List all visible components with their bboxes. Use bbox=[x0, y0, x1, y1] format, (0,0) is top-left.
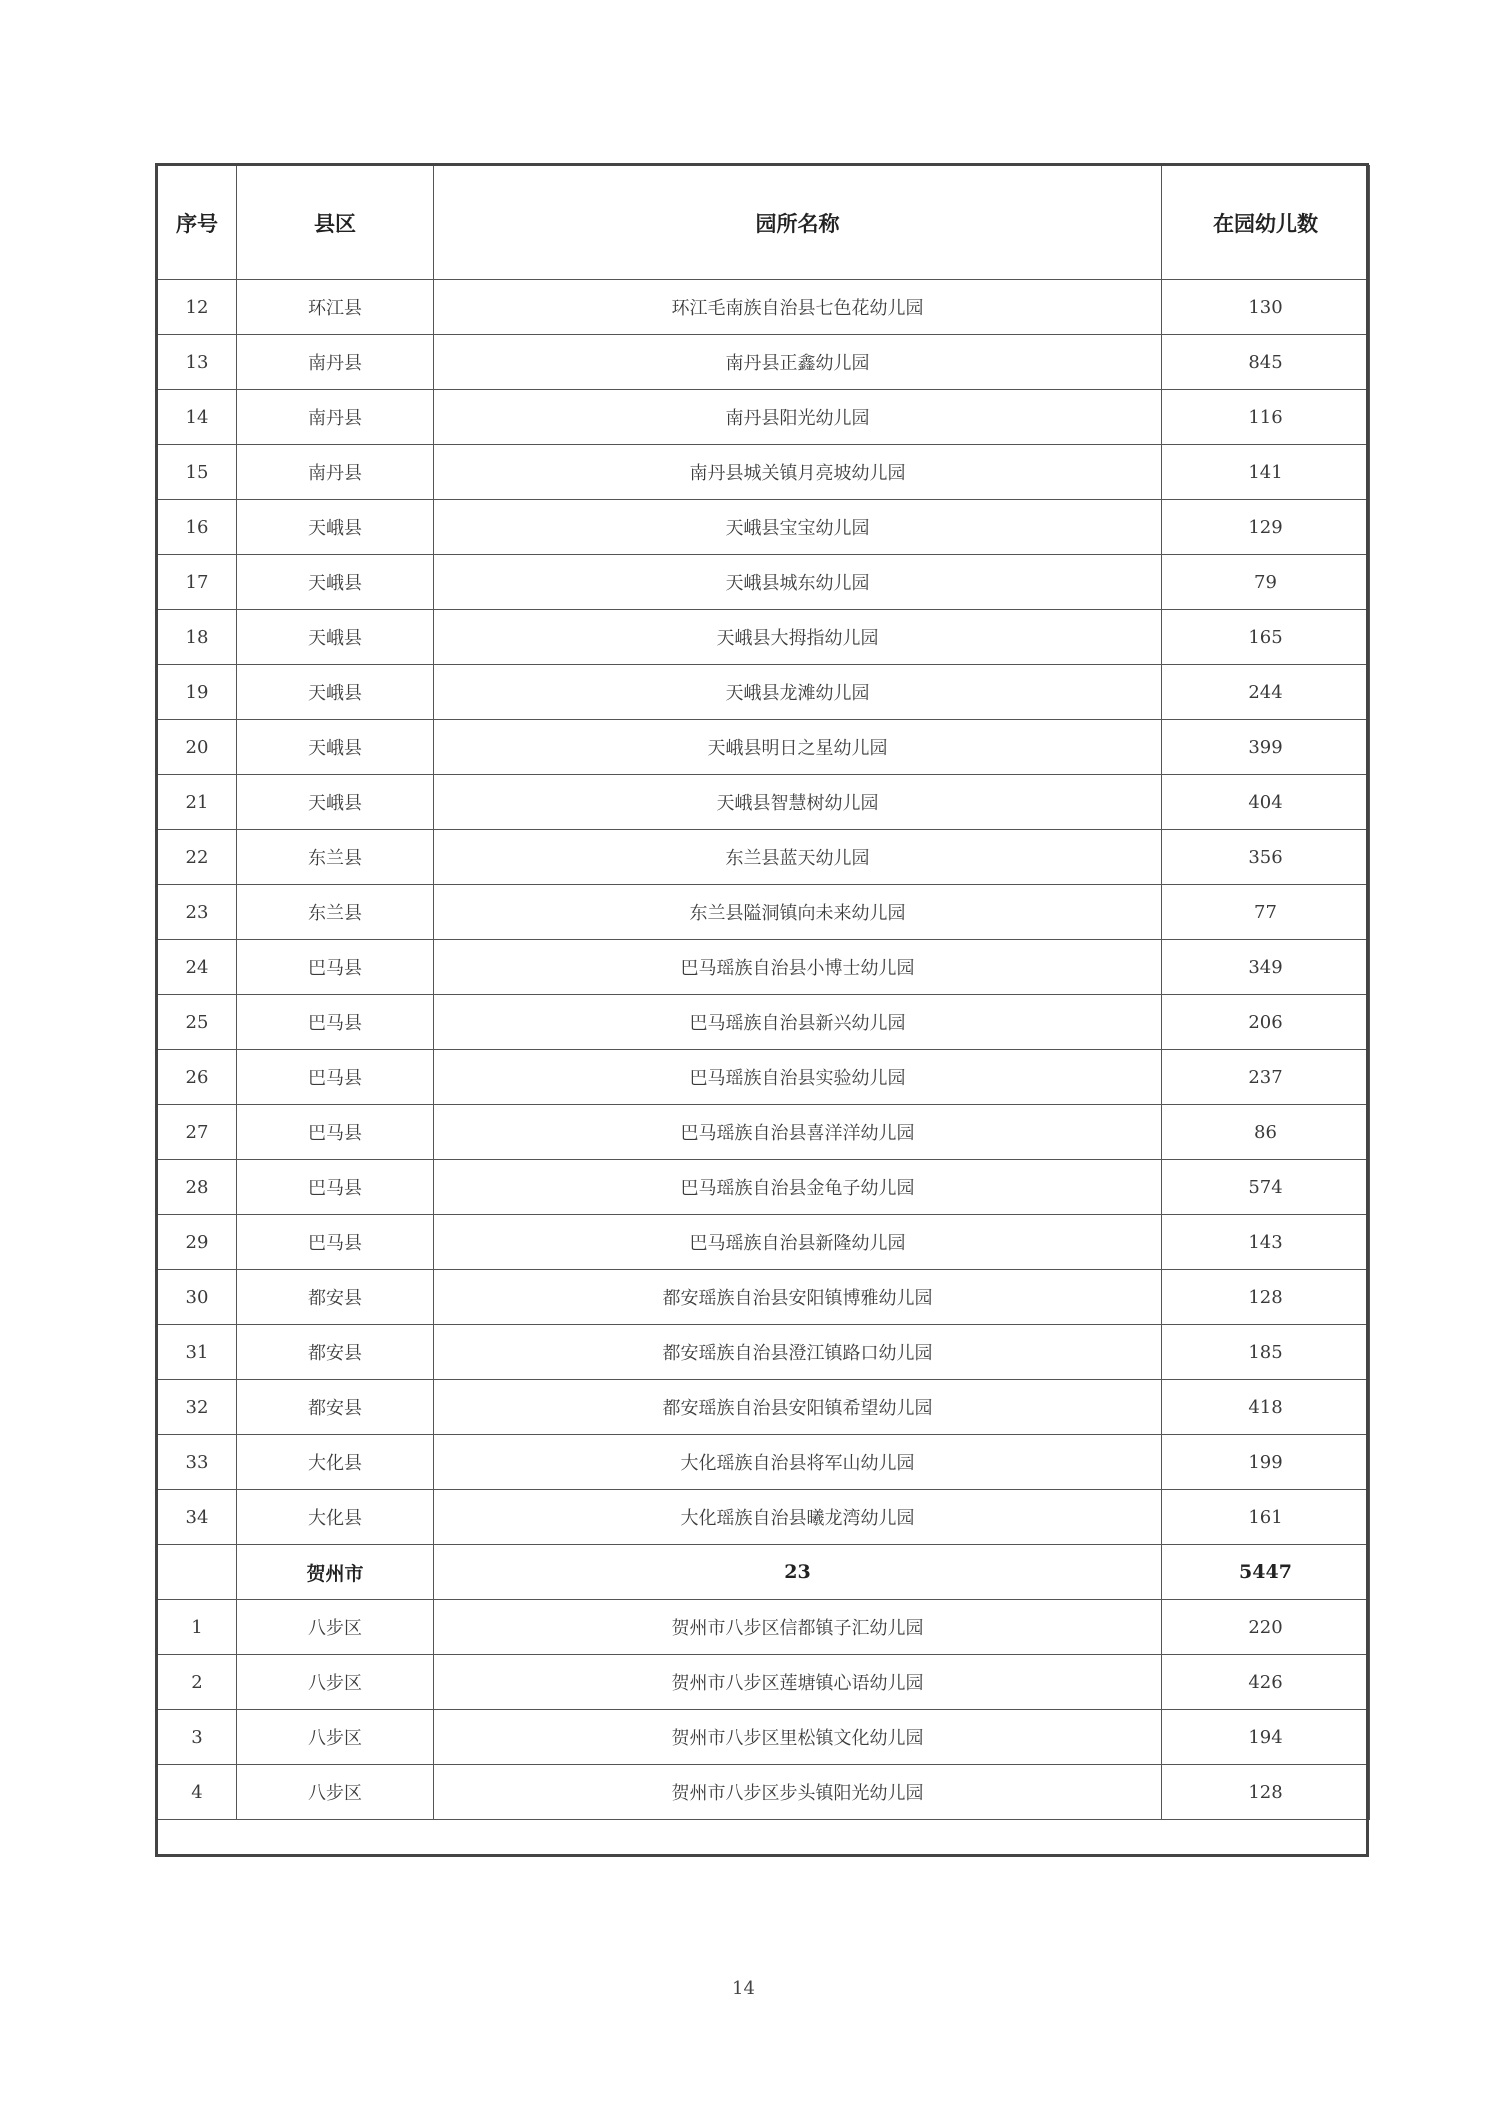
cell-index: 17 bbox=[158, 555, 237, 610]
table-row bbox=[158, 1600, 1370, 1655]
cell-name: 都安瑶族自治县安阳镇希望幼儿园 bbox=[434, 1380, 1162, 1435]
cell-index: 30 bbox=[158, 1270, 237, 1325]
cell-index: 24 bbox=[158, 940, 237, 995]
cell-name: 贺州市八步区信都镇子汇幼儿园 bbox=[434, 1600, 1162, 1655]
cell-county: 巴马县 bbox=[237, 1215, 434, 1270]
cell-children: 165 bbox=[1162, 610, 1370, 665]
cell-children: 418 bbox=[1162, 1380, 1370, 1435]
cell-index: 12 bbox=[158, 280, 237, 335]
table-row bbox=[158, 1490, 1370, 1545]
cell-county: 巴马县 bbox=[237, 995, 434, 1050]
cell-index: 29 bbox=[158, 1215, 237, 1270]
cell-children: 244 bbox=[1162, 665, 1370, 720]
table-row bbox=[158, 720, 1370, 775]
cell-name: 大化瑶族自治县将军山幼儿园 bbox=[434, 1435, 1162, 1490]
header-index: 序号 bbox=[158, 166, 237, 280]
subtotal-row bbox=[158, 1545, 1370, 1600]
cell-children: 237 bbox=[1162, 1050, 1370, 1105]
cell-children: 130 bbox=[1162, 280, 1370, 335]
cell-county: 东兰县 bbox=[237, 885, 434, 940]
cell-county: 大化县 bbox=[237, 1435, 434, 1490]
cell-name: 东兰县蓝天幼儿园 bbox=[434, 830, 1162, 885]
cell-index: 28 bbox=[158, 1160, 237, 1215]
cell-index: 34 bbox=[158, 1490, 237, 1545]
cell-name: 南丹县阳光幼儿园 bbox=[434, 390, 1162, 445]
cell-county: 南丹县 bbox=[237, 445, 434, 500]
cell-index: 13 bbox=[158, 335, 237, 390]
cell-index: 27 bbox=[158, 1105, 237, 1160]
table-row bbox=[158, 1325, 1370, 1380]
cell-children: 404 bbox=[1162, 775, 1370, 830]
cell-name: 巴马瑶族自治县新兴幼儿园 bbox=[434, 995, 1162, 1050]
cell-index: 22 bbox=[158, 830, 237, 885]
table-row bbox=[158, 1765, 1370, 1820]
table-row bbox=[158, 830, 1370, 885]
cell-children: 349 bbox=[1162, 940, 1370, 995]
cell-county: 巴马县 bbox=[237, 1160, 434, 1215]
table-row bbox=[158, 335, 1370, 390]
header-name: 园所名称 bbox=[434, 166, 1162, 280]
cell-county: 南丹县 bbox=[237, 390, 434, 445]
table-row bbox=[158, 390, 1370, 445]
cell-county: 都安县 bbox=[237, 1380, 434, 1435]
cell-county: 天峨县 bbox=[237, 555, 434, 610]
cell-name: 23 bbox=[434, 1545, 1162, 1600]
cell-county: 都安县 bbox=[237, 1325, 434, 1380]
cell-children: 161 bbox=[1162, 1490, 1370, 1545]
table-row bbox=[158, 665, 1370, 720]
kindergarten-table bbox=[157, 165, 1370, 1820]
cell-index: 2 bbox=[158, 1655, 237, 1710]
cell-children: 116 bbox=[1162, 390, 1370, 445]
cell-name: 贺州市八步区莲塘镇心语幼儿园 bbox=[434, 1655, 1162, 1710]
cell-county: 巴马县 bbox=[237, 1050, 434, 1105]
cell-index: 25 bbox=[158, 995, 237, 1050]
table-row bbox=[158, 940, 1370, 995]
cell-index: 32 bbox=[158, 1380, 237, 1435]
cell-children: 128 bbox=[1162, 1765, 1370, 1820]
cell-county: 天峨县 bbox=[237, 720, 434, 775]
cell-name: 贺州市八步区里松镇文化幼儿园 bbox=[434, 1710, 1162, 1765]
cell-index: 4 bbox=[158, 1765, 237, 1820]
cell-children: 86 bbox=[1162, 1105, 1370, 1160]
cell-county: 天峨县 bbox=[237, 610, 434, 665]
table-row bbox=[158, 1655, 1370, 1710]
cell-index: 15 bbox=[158, 445, 237, 500]
table-header-row bbox=[158, 166, 1370, 280]
cell-index bbox=[158, 1545, 237, 1600]
cell-county: 东兰县 bbox=[237, 830, 434, 885]
table-row bbox=[158, 500, 1370, 555]
cell-name: 天峨县龙滩幼儿园 bbox=[434, 665, 1162, 720]
cell-children: 399 bbox=[1162, 720, 1370, 775]
cell-children: 845 bbox=[1162, 335, 1370, 390]
cell-children: 356 bbox=[1162, 830, 1370, 885]
cell-children: 206 bbox=[1162, 995, 1370, 1050]
cell-children: 185 bbox=[1162, 1325, 1370, 1380]
table-row bbox=[158, 1710, 1370, 1765]
table-row bbox=[158, 1050, 1370, 1105]
cell-name: 天峨县明日之星幼儿园 bbox=[434, 720, 1162, 775]
cell-index: 1 bbox=[158, 1600, 237, 1655]
cell-county: 八步区 bbox=[237, 1710, 434, 1765]
cell-name: 都安瑶族自治县安阳镇博雅幼儿园 bbox=[434, 1270, 1162, 1325]
cell-county: 大化县 bbox=[237, 1490, 434, 1545]
cell-index: 14 bbox=[158, 390, 237, 445]
cell-county: 天峨县 bbox=[237, 775, 434, 830]
cell-county: 天峨县 bbox=[237, 665, 434, 720]
cell-county: 天峨县 bbox=[237, 500, 434, 555]
table-row bbox=[158, 1270, 1370, 1325]
table-row bbox=[158, 995, 1370, 1050]
header-county: 县区 bbox=[237, 166, 434, 280]
cell-name: 大化瑶族自治县曦龙湾幼儿园 bbox=[434, 1490, 1162, 1545]
page-number: 14 bbox=[732, 1978, 755, 1999]
cell-index: 33 bbox=[158, 1435, 237, 1490]
cell-name: 巴马瑶族自治县实验幼儿园 bbox=[434, 1050, 1162, 1105]
table-row bbox=[158, 610, 1370, 665]
cell-county: 都安县 bbox=[237, 1270, 434, 1325]
cell-name: 南丹县正鑫幼儿园 bbox=[434, 335, 1162, 390]
cell-county: 环江县 bbox=[237, 280, 434, 335]
cell-index: 18 bbox=[158, 610, 237, 665]
cell-index: 31 bbox=[158, 1325, 237, 1380]
cell-name: 天峨县智慧树幼儿园 bbox=[434, 775, 1162, 830]
cell-name: 天峨县大拇指幼儿园 bbox=[434, 610, 1162, 665]
cell-children: 143 bbox=[1162, 1215, 1370, 1270]
cell-county: 八步区 bbox=[237, 1600, 434, 1655]
cell-index: 3 bbox=[158, 1710, 237, 1765]
cell-index: 16 bbox=[158, 500, 237, 555]
cell-county: 八步区 bbox=[237, 1655, 434, 1710]
cell-name: 天峨县城东幼儿园 bbox=[434, 555, 1162, 610]
cell-county: 八步区 bbox=[237, 1765, 434, 1820]
cell-name: 东兰县隘洞镇向未来幼儿园 bbox=[434, 885, 1162, 940]
table-body bbox=[158, 280, 1370, 1820]
cell-county: 巴马县 bbox=[237, 940, 434, 995]
cell-name: 巴马瑶族自治县新隆幼儿园 bbox=[434, 1215, 1162, 1270]
cell-county: 贺州市 bbox=[237, 1545, 434, 1600]
table-row bbox=[158, 280, 1370, 335]
table-row bbox=[158, 1105, 1370, 1160]
cell-children: 129 bbox=[1162, 500, 1370, 555]
cell-children: 77 bbox=[1162, 885, 1370, 940]
cell-children: 79 bbox=[1162, 555, 1370, 610]
cell-index: 23 bbox=[158, 885, 237, 940]
table-row bbox=[158, 1380, 1370, 1435]
table-row bbox=[158, 885, 1370, 940]
table-row bbox=[158, 445, 1370, 500]
cell-children: 426 bbox=[1162, 1655, 1370, 1710]
cell-name: 巴马瑶族自治县小博士幼儿园 bbox=[434, 940, 1162, 995]
cell-name: 巴马瑶族自治县喜洋洋幼儿园 bbox=[434, 1105, 1162, 1160]
cell-name: 都安瑶族自治县澄江镇路口幼儿园 bbox=[434, 1325, 1162, 1380]
cell-children: 128 bbox=[1162, 1270, 1370, 1325]
cell-index: 21 bbox=[158, 775, 237, 830]
cell-children: 199 bbox=[1162, 1435, 1370, 1490]
cell-index: 19 bbox=[158, 665, 237, 720]
table-row bbox=[158, 1215, 1370, 1270]
header-children: 在园幼儿数 bbox=[1162, 166, 1370, 280]
cell-county: 巴马县 bbox=[237, 1105, 434, 1160]
table-row bbox=[158, 555, 1370, 610]
cell-county: 南丹县 bbox=[237, 335, 434, 390]
cell-children: 141 bbox=[1162, 445, 1370, 500]
cell-name: 南丹县城关镇月亮坡幼儿园 bbox=[434, 445, 1162, 500]
cell-children: 5447 bbox=[1162, 1545, 1370, 1600]
cell-children: 574 bbox=[1162, 1160, 1370, 1215]
table-row bbox=[158, 1435, 1370, 1490]
table-row bbox=[158, 1160, 1370, 1215]
cell-index: 26 bbox=[158, 1050, 237, 1105]
cell-index: 20 bbox=[158, 720, 237, 775]
cell-children: 220 bbox=[1162, 1600, 1370, 1655]
cell-name: 天峨县宝宝幼儿园 bbox=[434, 500, 1162, 555]
cell-name: 贺州市八步区步头镇阳光幼儿园 bbox=[434, 1765, 1162, 1820]
table-row bbox=[158, 775, 1370, 830]
cell-name: 巴马瑶族自治县金龟子幼儿园 bbox=[434, 1160, 1162, 1215]
cell-children: 194 bbox=[1162, 1710, 1370, 1765]
cell-name: 环江毛南族自治县七色花幼儿园 bbox=[434, 280, 1162, 335]
